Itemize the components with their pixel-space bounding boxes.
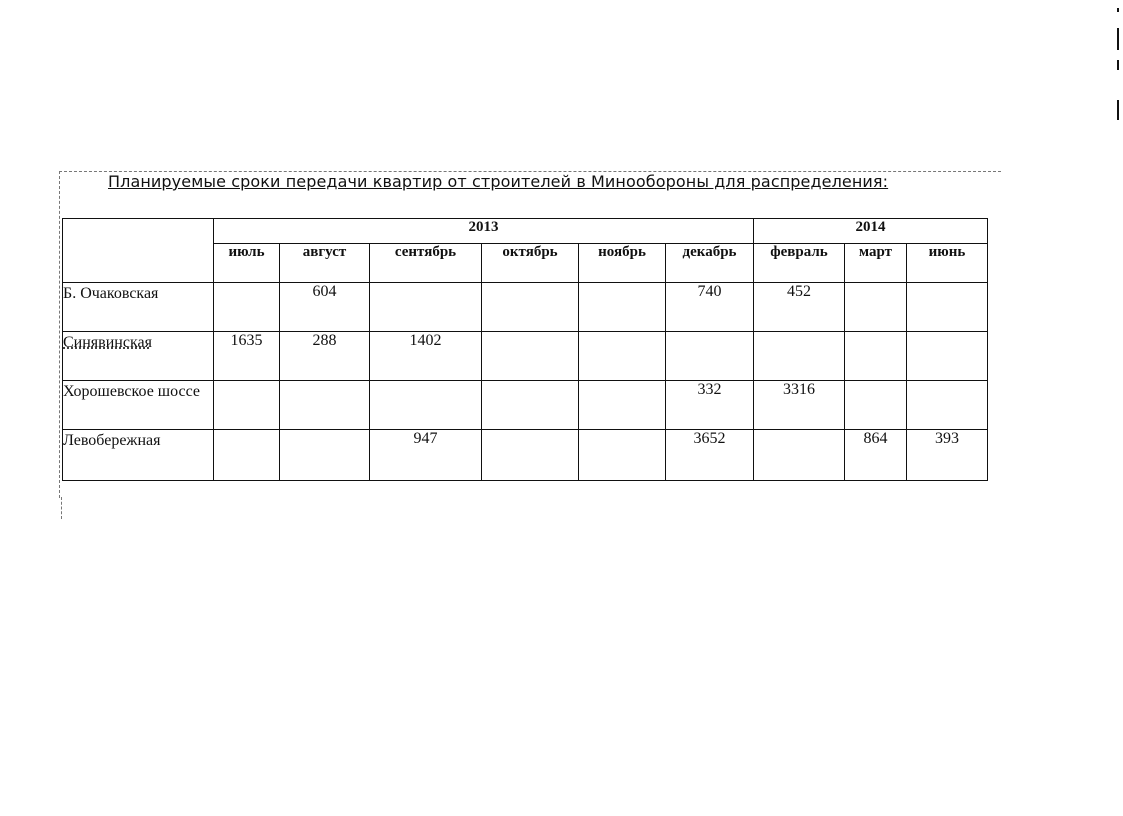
table-cell	[482, 430, 579, 481]
table-cell	[579, 381, 666, 430]
table-cell	[579, 332, 666, 381]
row-label: Синявинская	[63, 332, 214, 381]
table-cell: 452	[754, 283, 845, 332]
table-cell	[370, 381, 482, 430]
year-header-2014: 2014	[754, 219, 988, 244]
table-cell	[754, 430, 845, 481]
month-header: сентябрь	[370, 244, 482, 283]
table-cell	[845, 332, 907, 381]
table-cell	[214, 430, 280, 481]
month-header: ноябрь	[579, 244, 666, 283]
row-label: Б. Очаковская	[63, 283, 214, 332]
table-cell: 3316	[754, 381, 845, 430]
month-header: декабрь	[666, 244, 754, 283]
table-cell: 1402	[370, 332, 482, 381]
table-cell: 947	[370, 430, 482, 481]
scan-mark	[1117, 8, 1119, 12]
month-header: октябрь	[482, 244, 579, 283]
table-cell	[579, 430, 666, 481]
table-cell	[214, 283, 280, 332]
month-header: июнь	[907, 244, 988, 283]
row-label: Хорошевское шоссе	[63, 381, 214, 430]
table-cell: 393	[907, 430, 988, 481]
frame-edge	[61, 497, 62, 519]
table-cell: 288	[280, 332, 370, 381]
table-cell	[280, 430, 370, 481]
table-row	[63, 430, 988, 481]
table-cell: 864	[845, 430, 907, 481]
table-cell: 1635	[214, 332, 280, 381]
table-cell	[754, 332, 845, 381]
table-cell	[214, 381, 280, 430]
scan-mark	[1117, 60, 1119, 70]
table-cell	[482, 381, 579, 430]
table-row	[63, 283, 988, 332]
year-header-2013: 2013	[214, 219, 754, 244]
delivery-schedule-table	[62, 218, 988, 481]
table-cell: 604	[280, 283, 370, 332]
table-cell	[845, 381, 907, 430]
table-row	[63, 332, 988, 381]
month-header: август	[280, 244, 370, 283]
table-cell: 740	[666, 283, 754, 332]
scan-mark	[1117, 28, 1119, 50]
table-cell	[482, 283, 579, 332]
table-cell	[280, 381, 370, 430]
page-title: Планируемые сроки передачи квартир от строителей в Минообороны для распределения:	[108, 172, 889, 191]
scan-mark	[1117, 100, 1119, 120]
table-cell	[845, 283, 907, 332]
month-header: февраль	[754, 244, 845, 283]
table-cell	[666, 332, 754, 381]
table-cell	[579, 283, 666, 332]
table-cell	[907, 283, 988, 332]
table-cell: 3652	[666, 430, 754, 481]
table-row	[63, 381, 988, 430]
corner-cell	[63, 219, 214, 283]
month-header: март	[845, 244, 907, 283]
table-cell	[482, 332, 579, 381]
table-cell: 332	[666, 381, 754, 430]
month-header: июль	[214, 244, 280, 283]
table-cell	[907, 381, 988, 430]
table-cell	[907, 332, 988, 381]
row-label: Левобережная	[63, 430, 214, 481]
table-cell	[370, 283, 482, 332]
